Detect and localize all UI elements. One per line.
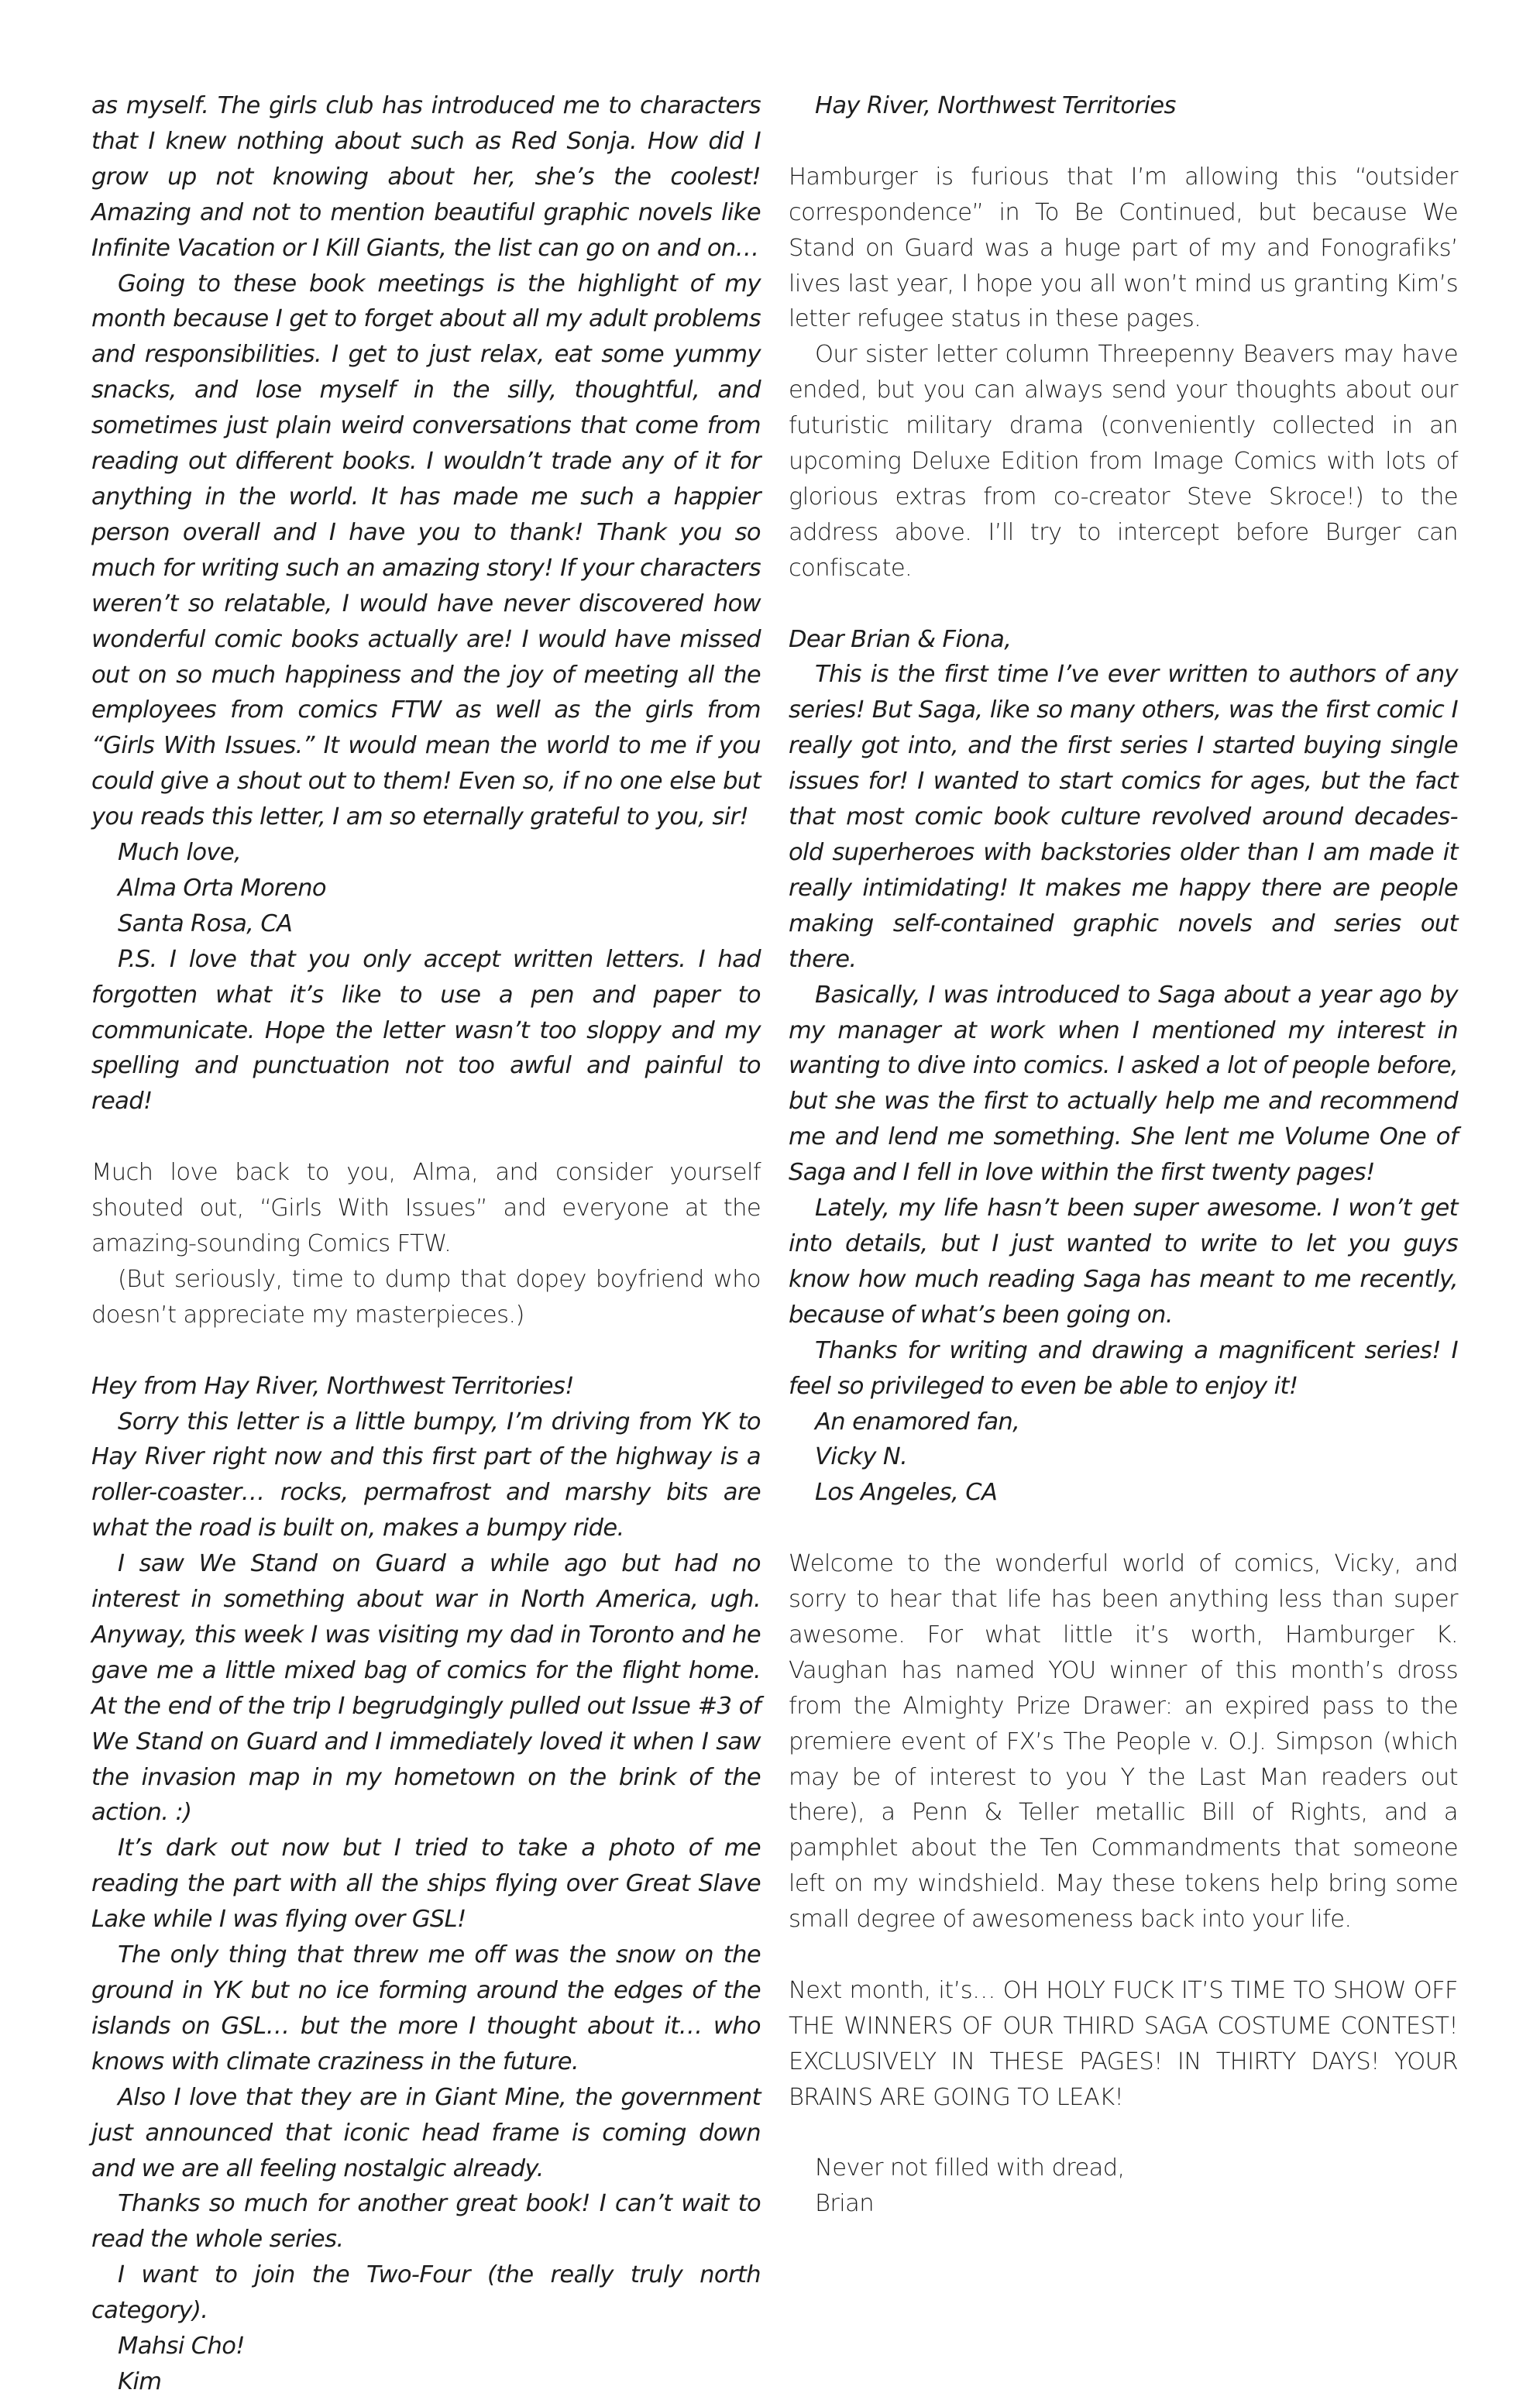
- kim-location: Hay River, Northwest Territories: [815, 92, 1176, 119]
- left-column: [91, 88, 761, 2400]
- alma-letter: [91, 88, 761, 1119]
- letter-paragraph: Lately, my life hasn’t been super awesome. I won’t get into details, but I just wanted to write to let you guys know how much reading Saga has meant to me recently, because of what’s been going on.: [789, 1195, 1458, 1329]
- reply-paragraph: Much love back to you, Alma, and consider yourself shouted out, “Girls With Issues” and everyone at the amazing-sounding Comics FTW.: [91, 1159, 761, 1257]
- next-month-announcement: Next month, it’s… OH HOLY FUCK IT’S TIME TO SHOW OFF THE WINNERS OF OUR THIRD SAGA COSTUME CONTEST! EXCLUSIVELY IN THESE PAGES! IN THIRTY DAYS! YOUR BRAINS ARE GOING TO LEAK!: [789, 1976, 1458, 2111]
- letter-paragraph: Sorry this letter is a little bumpy, I’m driving from YK to Hay River right now and this first part of the highway is a roller-coaster… rocks, permafrost and marshy bits are what the road is built on, makes a bumpy ride.: [91, 1408, 761, 1542]
- kim-letter: [91, 1369, 761, 2400]
- letter-paragraph: Basically, I was introduced to Saga about a year ago by my manager at work when I mentioned my interest in wanting to dive into comics. I asked a lot of people before, but she was the first to actually help me and recommend me and lend me something. She lent me Volume One of Saga and I fell in love within the first twenty pages!: [789, 981, 1458, 1187]
- kim-reply: [789, 160, 1458, 586]
- signoff-line: Much love,: [118, 839, 242, 867]
- closing-signature: [789, 2151, 1458, 2222]
- closing-line: Never not filled with dread,: [815, 2154, 1125, 2182]
- letter-paragraph: I want to join the Two-Four (the really truly north category).: [91, 2261, 761, 2325]
- letter-paragraph: This is the first time I’ve ever written to authors of any series! But Saga, like so many others, was the first comic I really got into, and the first series I started buying single issues for! I wanted to start comics for ages, but the fact that most comic book culture revolved around decades-old superheroes with backstories older than I am made it really intimidating! It makes me happy there are people making self-contained graphic novels and series out there.: [789, 661, 1458, 973]
- signoff-name: Vicky N.: [815, 1443, 908, 1471]
- signoff-location: Los Angeles, CA: [815, 1479, 998, 1507]
- reply-paragraph: Hamburger is furious that I’m allowing this “outsider correspondence” in To Be Continued, but because We Stand on Guard was a huge part of my and Fonografiks’ lives last year, I hope you all won’t mind us granting Kim’s letter refugee status in these pages.: [789, 163, 1458, 333]
- vicky-reply: Welcome to the wonderful world of comics, Vicky, and sorry to hear that life has been anything less than super awesome. For what little it’s worth, Hamburger K. Vaughan has named YOU winner of this month’s dross from the Almighty Prize Drawer: an expired pass to the premiere event of FX’s The People v. O.J. Simpson (which may be of interest to you Y the Last Man readers out there), a Penn & Teller metallic Bill of Rights, and a pamphlet about the Ten Commandments that someone left on my windshield. May these tokens help bring some small degree of awesomeness back into your life.: [789, 1550, 1458, 1934]
- signoff-name: Alma Orta Moreno: [118, 874, 326, 902]
- signoff-line: An enamored fan,: [815, 1408, 1020, 1436]
- letter-paragraph: Thanks for writing and drawing a magnificent series! I feel so privileged to even be able to enjoy it!: [789, 1336, 1458, 1400]
- signoff-name: Kim: [118, 2367, 162, 2395]
- reply-paragraph: Our sister letter column Threepenny Beavers may have ended, but you can always send your thoughts about our futuristic military drama (conveniently collected in an upcoming Deluxe Edition from Image Comics with lots of glorious extras from co-creator Steve Skroce!) to the address above. I’ll try to intercept before Burger can confiscate.: [789, 341, 1458, 582]
- letter-paragraph: Also I love that they are in Giant Mine, the government just announced that iconic head frame is coming down and we are all feeling nostalgic already.: [91, 2083, 761, 2182]
- reply-paragraph: (But seriously, time to dump that dopey boyfriend who doesn’t appreciate my masterpieces.): [91, 1265, 761, 1329]
- letter-paragraph: It’s dark out now but I tried to take a photo of me reading the part with all the ships flying over Great Slave Lake while I was flying over GSL!: [91, 1834, 761, 1934]
- letter-greeting: Dear Brian & Fiona,: [789, 625, 1012, 653]
- letter-paragraph: as myself. The girls club has introduced me to characters that I knew nothing about such as Red Sonja. How did I grow up not knowing about her, she’s the coolest! Amazing and not to mention beautiful graphic novels like Infinite Vacation or I Kill Giants, the list can go on and on…: [91, 92, 761, 262]
- signoff-line: Mahsi Cho!: [118, 2333, 245, 2360]
- letter-paragraph: I saw We Stand on Guard a while ago but had no interest in something about war in North America, ugh. Anyway, this week I was visiting my dad in Toronto and he gave me a little mixed bag of comics for the flight home. At the end of the trip I begrudgingly pulled out Issue #3 of We Stand on Guard and I immediately loved it when I saw the invasion map in my hometown on the brink of the action. :): [91, 1550, 761, 1827]
- right-column: [789, 88, 1458, 2222]
- signoff-location: Santa Rosa, CA: [118, 909, 293, 937]
- letter-paragraph: Thanks so much for another great book! I can’t wait to read the whole series.: [91, 2190, 761, 2254]
- letter-greeting: Hey from Hay River, Northwest Territories!: [91, 1372, 574, 1400]
- closing-name: Brian: [815, 2190, 875, 2218]
- alma-reply: [91, 1155, 761, 1333]
- vicky-letter: [789, 622, 1458, 1511]
- letter-paragraph: Going to these book meetings is the highlight of my month because I get to forget about all my adult problems and responsibilities. I get to just relax, eat some yummy snacks, and lose myself in the silly, thoughtful, and sometimes just plain weird conversations that come from reading out different books. I wouldn’t trade any of it for anything in the world. It has made me such a happier person overall and I have you to thank! Thank you so much for writing such an amazing story! If your characters weren’t so relatable, I would have never discovered how wonderful comic books actually are! I would have missed out on so much happiness and the joy of meeting all the employees from comics FTW as well as the girls from “Girls With Issues.” It would mean the world to me if you could give a shout out to them! Even so, if no one else but you reads this letter, I am so eternally grateful to you, sir!: [91, 270, 761, 831]
- letter-paragraph: The only thing that threw me off was the snow on the ground in YK but no ice forming around the edges of the islands on GSL… but the more I thought about it… who knows with climate craziness in the future.: [91, 1941, 761, 2075]
- letter-postscript: P.S. I love that you only accept written letters. I had forgotten what it’s like to use a pen and paper to communicate. Hope the letter wasn’t too sloppy and my spelling and punctuation not too awful and painful to read!: [91, 945, 761, 1116]
